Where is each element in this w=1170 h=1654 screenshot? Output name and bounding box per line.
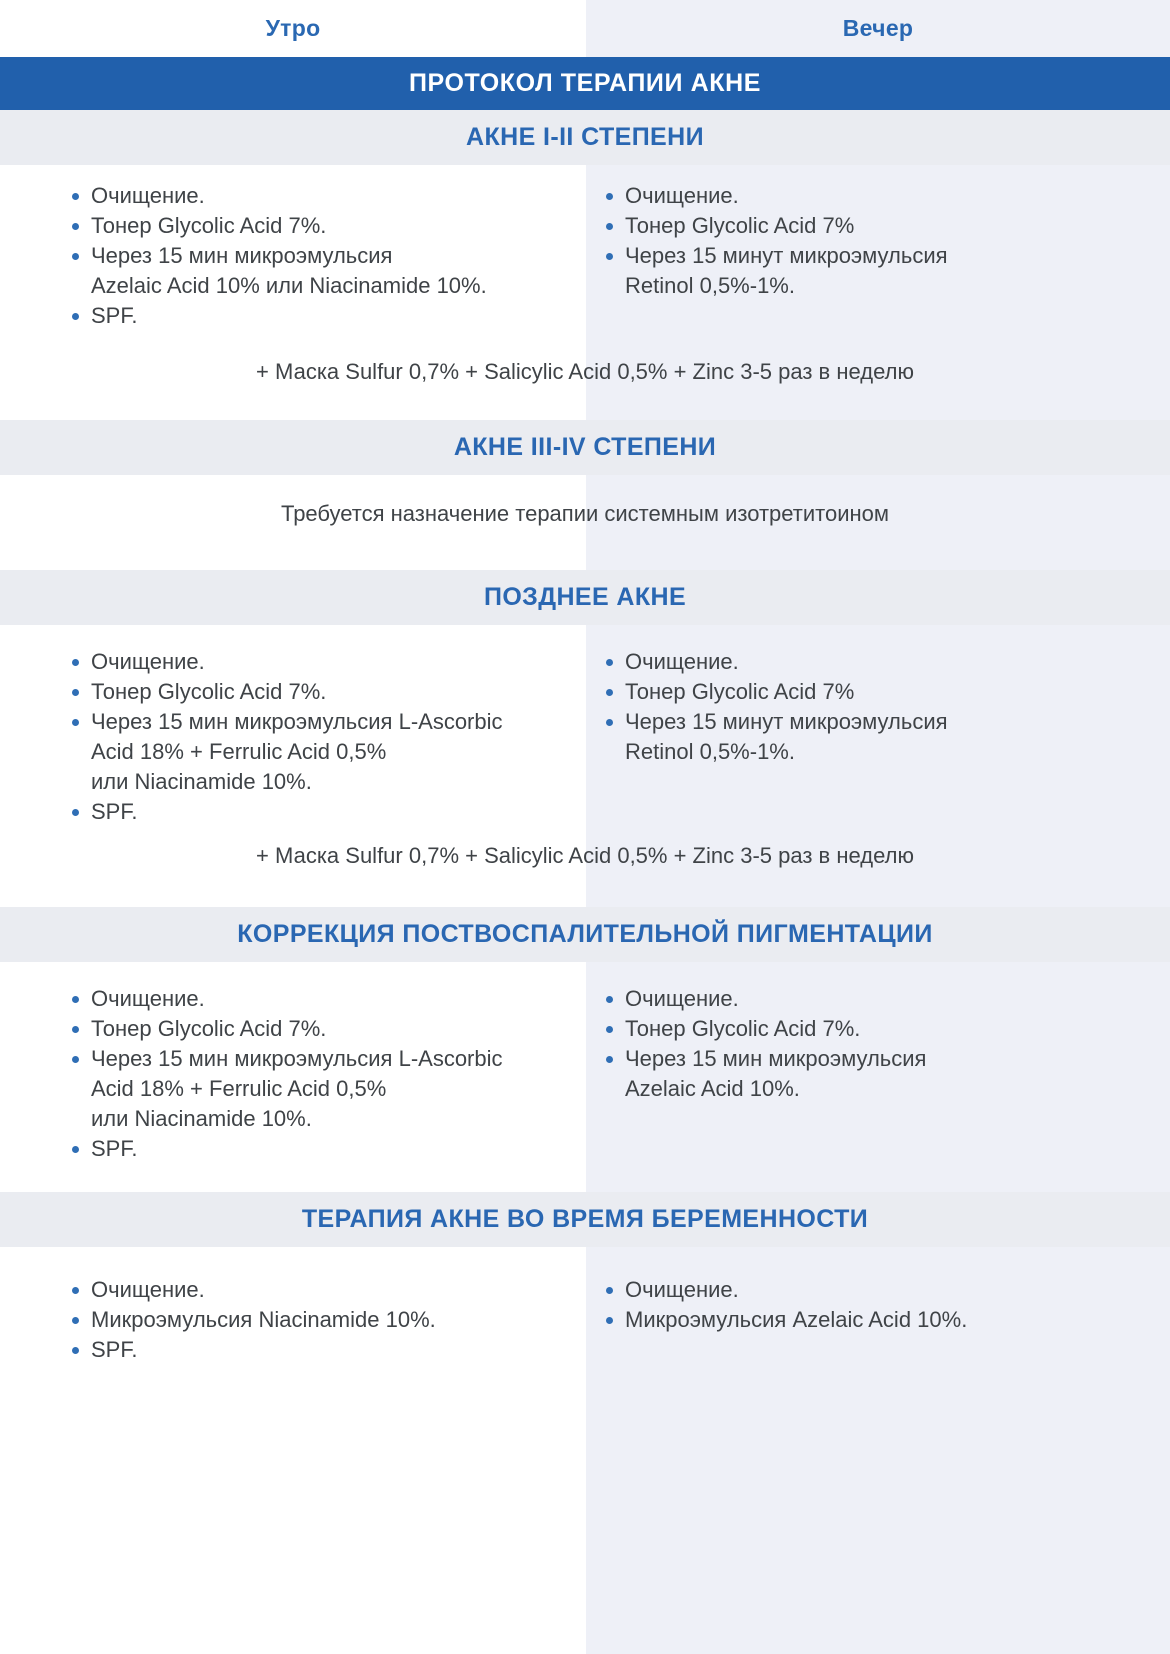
section-heading-band [0, 420, 1170, 475]
bullet-item [72, 677, 556, 707]
section-heading: ПОЗДНЕЕ АКНЕ [483, 583, 687, 611]
section-columns [0, 625, 1170, 827]
bullet-dot-icon [72, 1146, 79, 1153]
poster-title: ПРОТОКОЛ ТЕРАПИИ АКНЕ [408, 69, 762, 97]
bullet-text: Через 15 мин микроэмульсия L-Ascorbic Acid 18% + Ferrulic Acid 0,5% или Niacinamide 10%. [91, 1046, 503, 1131]
morning-column [0, 984, 586, 1164]
bullet-dot-icon [72, 1317, 79, 1324]
morning-list [0, 647, 586, 827]
section-acne-grade-1-2 [0, 110, 1170, 420]
section-columns [0, 1247, 1170, 1365]
bullet-dot-icon [72, 193, 79, 200]
bullet-dot-icon [72, 719, 79, 726]
bullet-item [606, 677, 1140, 707]
section-pigmentation-correction [0, 907, 1170, 1192]
bullet-item [72, 1335, 556, 1365]
bullet-item [606, 241, 1140, 301]
bullet-dot-icon [606, 1026, 613, 1033]
morning-column [0, 181, 586, 331]
bullet-item [72, 647, 556, 677]
section-heading-band [0, 1192, 1170, 1247]
bullet-item [72, 181, 556, 211]
bullet-text: Через 15 минут микроэмульсия Retinol 0,5%-1%. [625, 709, 948, 764]
bullet-text: SPF. [91, 1337, 138, 1362]
bullet-item [606, 1275, 1140, 1305]
bullet-dot-icon [606, 193, 613, 200]
evening-column-label: Вечер [842, 15, 914, 41]
morning-column-label: Утро [265, 15, 321, 41]
bullet-dot-icon [72, 1056, 79, 1063]
bullet-item [606, 707, 1140, 767]
bullet-text: SPF. [91, 303, 138, 328]
bullet-item [72, 707, 556, 797]
bullet-dot-icon [606, 223, 613, 230]
section-heading: АКНЕ III-IV СТЕПЕНИ [453, 433, 717, 461]
section-heading: АКНЕ I-II СТЕПЕНИ [466, 123, 704, 151]
bullet-dot-icon [606, 1287, 613, 1294]
bullet-text: Микроэмульсия Azelaic Acid 10%. [625, 1307, 968, 1332]
evening-list [586, 1275, 1170, 1335]
bullet-item [606, 984, 1140, 1014]
bullet-dot-icon [72, 223, 79, 230]
bullet-dot-icon [606, 659, 613, 666]
systemic-therapy-note: Требуется назначение терапии системным изотретитоином [280, 501, 889, 526]
mask-note: + Маска Sulfur 0,7% + Salicylic Acid 0,5% + Zinc 3-5 раз в неделю [256, 359, 914, 384]
bullet-item [72, 1044, 556, 1134]
bullet-text: Очищение. [91, 183, 205, 208]
morning-list [0, 1275, 586, 1365]
evening-list [586, 984, 1170, 1104]
section-heading-band [0, 110, 1170, 165]
bullet-text: Через 15 мин микроэмульсия Azelaic Acid 10% или Niacinamide 10%. [91, 243, 487, 298]
bullet-text: Тонер Glycolic Acid 7%. [91, 1016, 327, 1041]
morning-column [0, 647, 586, 827]
morning-column [0, 1275, 586, 1365]
bullet-text: Через 15 минут микроэмульсия Retinol 0,5%-1%. [625, 243, 948, 298]
bullet-dot-icon [72, 1026, 79, 1033]
bullet-item [606, 1044, 1140, 1104]
evening-column [586, 1275, 1170, 1365]
bullet-text: Через 15 мин микроэмульсия Azelaic Acid 10%. [625, 1046, 927, 1101]
bullet-dot-icon [72, 689, 79, 696]
bullet-text: Очищение. [625, 183, 739, 208]
mask-note: + Маска Sulfur 0,7% + Salicylic Acid 0,5% + Zinc 3-5 раз в неделю [256, 843, 914, 868]
bullet-text: Тонер Glycolic Acid 7%. [625, 1016, 861, 1041]
bullet-item [606, 1014, 1140, 1044]
section-columns [0, 962, 1170, 1192]
bullet-item [606, 647, 1140, 677]
bullet-item [606, 211, 1140, 241]
bullet-dot-icon [72, 313, 79, 320]
bullet-item [72, 1305, 556, 1335]
evening-list [586, 181, 1170, 301]
bullet-dot-icon [606, 719, 613, 726]
bullet-text: Очищение. [91, 986, 205, 1011]
bullet-text: Тонер Glycolic Acid 7% [625, 213, 855, 238]
bullet-item [72, 797, 556, 827]
morning-column-header [0, 0, 586, 57]
bullet-text: Очищение. [91, 649, 205, 674]
bullet-item [72, 301, 556, 331]
evening-column [586, 647, 1170, 827]
section-columns [0, 165, 1170, 331]
evening-column-header [586, 0, 1170, 57]
section-heading-band [0, 570, 1170, 625]
section-pregnancy-therapy [0, 1192, 1170, 1365]
bullet-text: Очищение. [625, 649, 739, 674]
bullet-dot-icon [606, 1317, 613, 1324]
bullet-dot-icon [606, 1056, 613, 1063]
column-header-row [0, 0, 1170, 57]
bullet-dot-icon [72, 1347, 79, 1354]
bullet-text: Микроэмульсия Niacinamide 10%. [91, 1307, 436, 1332]
morning-list [0, 181, 586, 331]
bullet-item [72, 1134, 556, 1164]
bullet-dot-icon [72, 996, 79, 1003]
section-late-acne [0, 570, 1170, 907]
section-heading-band [0, 907, 1170, 962]
morning-list [0, 984, 586, 1164]
bullet-text: Через 15 мин микроэмульсия L-Ascorbic Acid 18% + Ferrulic Acid 0,5% или Niacinamide 10%. [91, 709, 503, 794]
section-acne-grade-3-4 [0, 420, 1170, 570]
bullet-text: SPF. [91, 1136, 138, 1161]
bullet-item [72, 211, 556, 241]
bullet-text: Тонер Glycolic Acid 7%. [91, 213, 327, 238]
bullet-text: Тонер Glycolic Acid 7%. [91, 679, 327, 704]
bullet-dot-icon [606, 253, 613, 260]
bullet-dot-icon [72, 659, 79, 666]
bullet-dot-icon [606, 689, 613, 696]
bullet-dot-icon [72, 253, 79, 260]
section-heading: КОРРЕКЦИЯ ПОСТВОСПАЛИТЕЛЬНОЙ ПИГМЕНТАЦИИ [237, 920, 933, 948]
bullet-dot-icon [72, 809, 79, 816]
bullet-item [606, 1305, 1140, 1335]
bullet-text: Очищение. [91, 1277, 205, 1302]
bullet-text: Очищение. [625, 986, 739, 1011]
bullet-dot-icon [72, 1287, 79, 1294]
bullet-item [72, 1014, 556, 1044]
evening-list [586, 647, 1170, 767]
evening-column [586, 181, 1170, 331]
bullet-item [72, 1275, 556, 1305]
evening-column [586, 984, 1170, 1164]
bullet-text: Тонер Glycolic Acid 7% [625, 679, 855, 704]
bullet-item [606, 181, 1140, 211]
poster-title-band [0, 57, 1170, 110]
bullet-item [72, 241, 556, 301]
bullet-item [72, 984, 556, 1014]
bullet-text: Очищение. [625, 1277, 739, 1302]
bullet-dot-icon [606, 996, 613, 1003]
bullet-text: SPF. [91, 799, 138, 824]
section-heading: ТЕРАПИЯ АКНЕ ВО ВРЕМЯ БЕРЕМЕННОСТИ [301, 1205, 869, 1233]
